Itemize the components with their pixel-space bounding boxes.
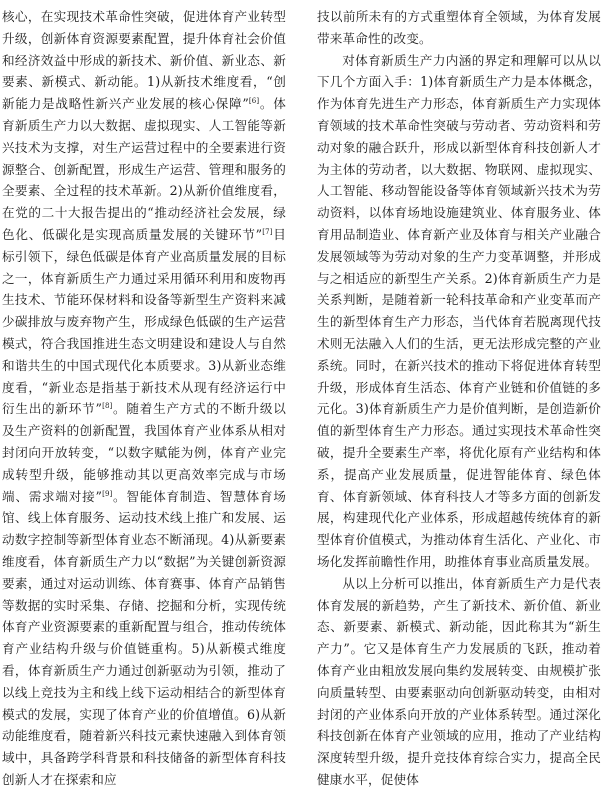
citation-6: [6]	[248, 97, 260, 105]
left-text-part-4: 。随着生产方式的不断升级以及生产资料的创新配置，我国体育产业体系从相对封闭向开放转变，“以数字赋能为例，体育产业完成转型升级，能够推动其以更高效率完成与市场端、需求端对接”	[2, 401, 287, 504]
left-text-part-2: 。体育新质生产力以大数据、虚拟现实、人工智能等新兴技术为支撑，对生产运营过程中的全要素进行资源整合、创新配置，形成生产运营、管理和服务的全要素、全过程的技术革新。2)从新价值维度看，在党的二十大报告提出的“推动经济社会发展，绿色化、低碳化是实现高质量发展的关键环节”	[2, 96, 286, 242]
left-column	[2, 6, 286, 791]
left-paragraph	[2, 6, 286, 791]
left-text-part-1: 核心，在实现技术革命性突破，促进体育产业转型升级，创新体育资源要素配置，提升体育社会价值和经济效益中形成的新技术、新价值、新业态、新要素、新模式、新动能。1)从新技术维度看，“创新能力是战略性新兴产业发展的核心保障”	[2, 9, 286, 112]
right-paragraph-continued: 技以前所未有的方式重塑体育全领域，为体育发展带来革命性的改变。	[317, 9, 601, 46]
right-column	[317, 6, 601, 791]
left-text-part-3: 目标引领下，绿色低碳是体育产业高质量发展的目标之一，体育新质生产力通过采用循环利用和废物再生技术、节能环保材料和设备等新型生产资料来减少碳排放与废弃物产生，形成绿色低碳的生产运营模式，符合我国推进生态文明建设和建设人与自然和谐共生的中国式现代化本质要求。3)从新业态维度看，“新业态是指基于新技术从现有经济运行中衍生出的新环节”	[2, 226, 286, 417]
right-paragraph-definition: 对体育新质生产力内涵的界定和理解可以从以下几个方面入手：1)体育新质生产力是本体概念，作为体育先进生产力形态，体育新质生产力实现体育领域的技术革命性突破与劳动者、劳动资料和劳动对象的融合跃升，形成以新型体育科技创新人才为主体的劳动者，以大数据、物联网、虚拟现实、人工智能、移动智能设备等体育领域新兴技术为劳动资料，以体育场地设施建筑业、体育服务业、体育用品制造业、体育新产业及体育与相关产业融合发展领域等为劳动对象的生产力变革调整，并形成与之相适应的新型生产关系。2)体育新质生产力是关系判断，是随着新一轮科技革命和产业变革而产生的新型体育生产力形态，当代体育若脱离现代技术则无法融入人们的生活，更无法形成完整的产业系统。同时，在新兴技术的推动下将促进体育转型升级，形成体育生活态、体育产业链和价值链的多元化。3)体育新质生产力是价值判断，是创造新价值的新型体育生产力形态。通过实现技术革命性突破，提升全要素生产率，将优化原有产业结构和体系，提高产业发展质量，促进智能体育、绿色体育、体育新领域、体育科技人才等多方面的创新发展，构建现代化产业体系，形成超越传统体育的新型体育价值模式，为推动体育生活化、产业化、市场化发挥前瞻性作用，助推体育事业高质量发展。	[317, 52, 601, 569]
citation-8: [8]	[102, 402, 113, 411]
right-paragraph-analysis: 从以上分析可以推出，体育新质生产力是代表体育发展的新趋势，产生了新技术、新价值、新业态、新要素、新模式、新动能，因此称其为“新生产力”。它又是体育生产力发展质的飞跃，推动着体育产业由粗放发展向集约发展转变、由规模扩张向质量转型、由要素驱动向创新驱动转变，由相对封闭的产业体系向开放的产业体系转型。通过深化科技创新在体育产业领域的应用，推动了产业结构深度转型升级，提升竞技体育综合实力，提高全民健康水平，促使体	[317, 575, 601, 787]
citation-9: [9]	[102, 489, 113, 498]
left-text-part-5: 。智能体育制造、智慧体育场馆、线上体育服务、运动技术线上推广和发展、运动数字控制等新型体育业态不断涌现。4)从新要素维度看，体育新质生产力以“数据”为关键创新资源要素，通过对运动训练、体育赛事、体育产品销售等数据的实时采集、存储、挖掘和分析，实现传统体育产业资源要素的重新配置与组合，推动传统体育产业结构升级与价值链重构。5)从新模式维度看，体育新质生产力通过创新驱动为引领，推动了以线上竞技为主和线上线下运动相结合的新型体育模式的发展，实现了体育产业的价值增值。6)从新动能维度看，随着新兴科技元素快速融入到体育领域中，具备跨学科背景和科技储备的新型体育科技创新人才在探索和应	[2, 488, 287, 787]
citation-7: [7]	[262, 227, 273, 236]
